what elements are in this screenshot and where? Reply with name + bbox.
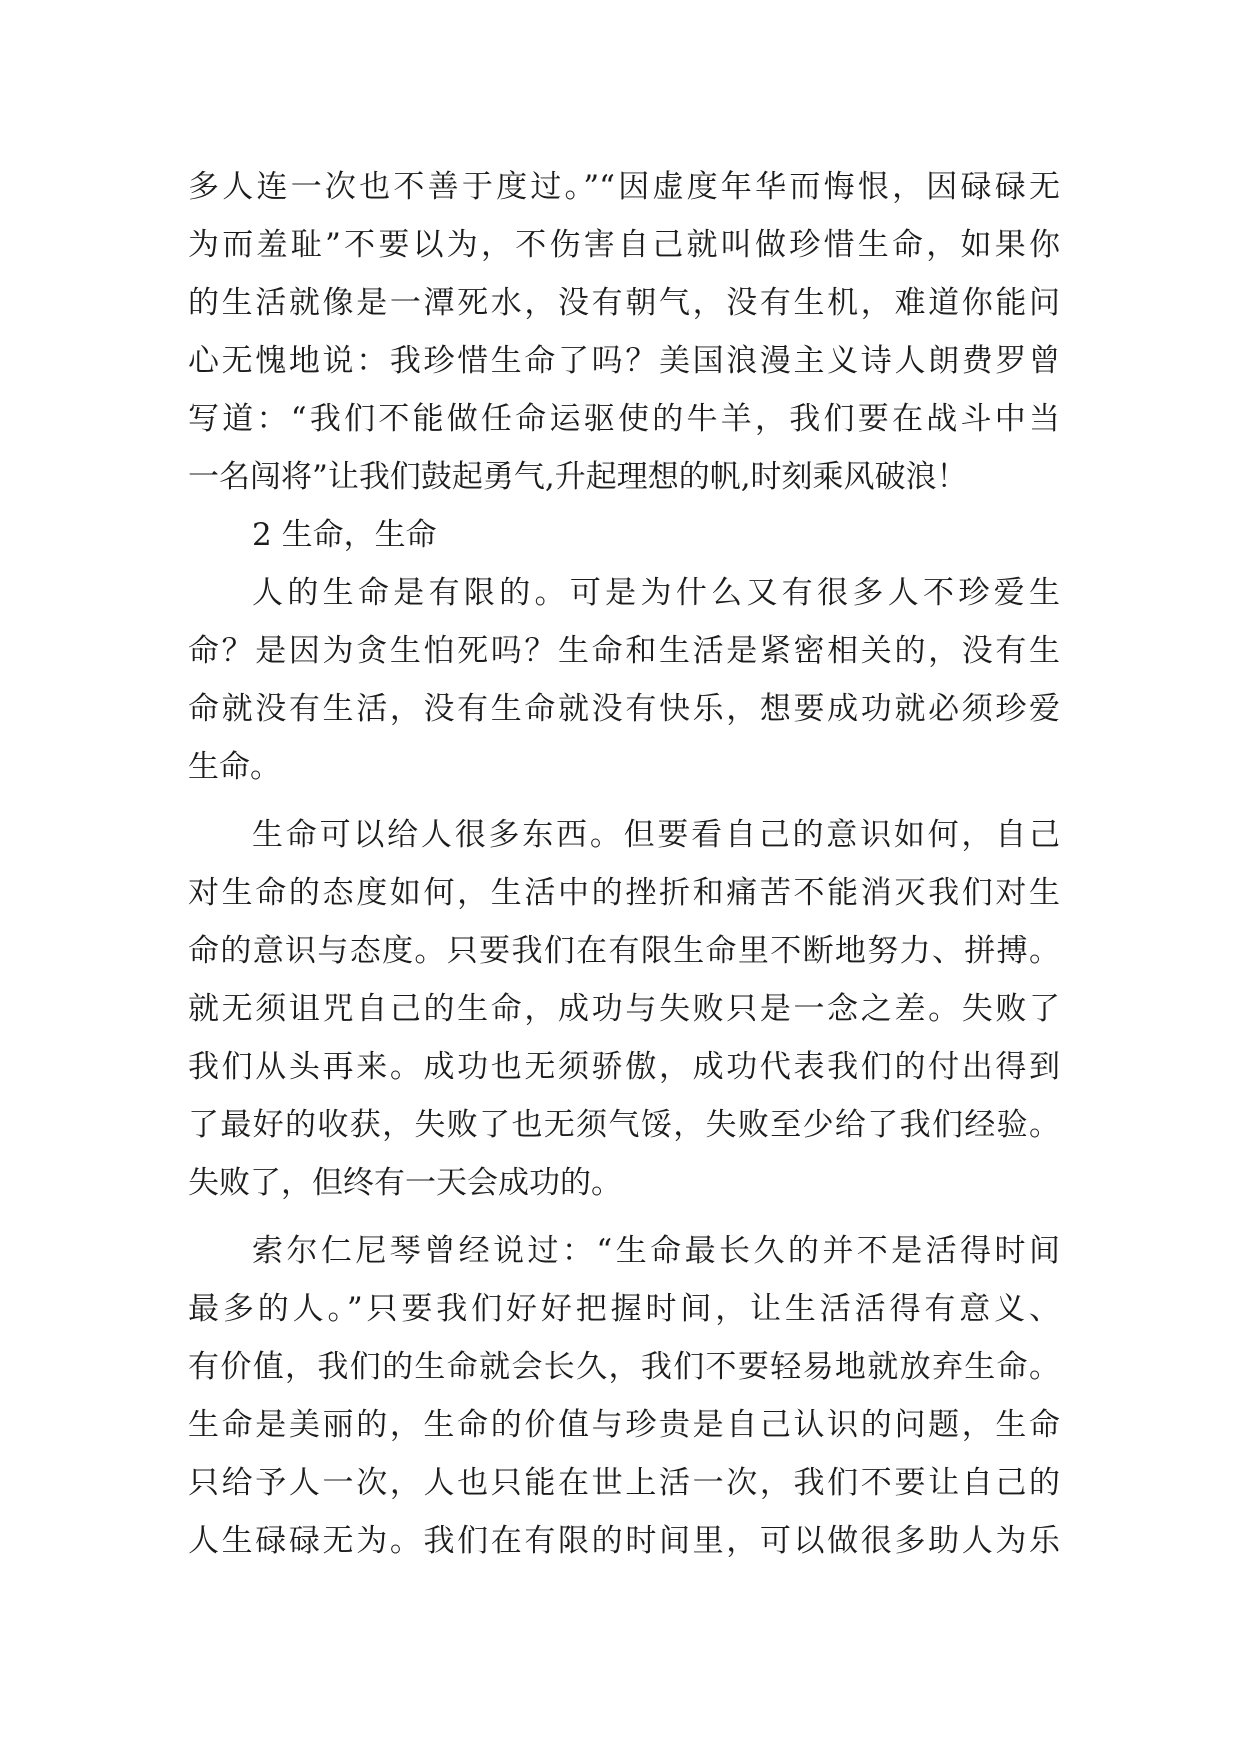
paragraph-2 [188,564,1060,796]
paragraph-4 [188,1222,1060,1570]
text-line: 为而羞耻”不要以为，不伤害自己就叫做珍惜生命，如果你 [188,227,1060,263]
text-line: 的生活就像是一潭死水，没有朝气，没有生机，难道你能问 [188,285,1060,321]
text-line: 有价值，我们的生命就会长久，我们不要轻易地就放弃生命。 [188,1349,1060,1385]
text-line: 多人连一次也不善于度过。”“因虚度年华而悔恨，因碌碌无 [188,169,1060,205]
text-line: 一名闯将”让我们鼓起勇气,升起理想的帆,时刻乘风破浪！ [188,459,968,495]
text-line: 了最好的收获，失败了也无须气馁，失败至少给了我们经验。 [188,1107,1060,1143]
text-line: 命就没有生活，没有生命就没有快乐，想要成功就必须珍爱 [188,691,1060,727]
text-line: 心无愧地说：我珍惜生命了吗？美国浪漫主义诗人朗费罗曾 [188,343,1060,379]
text-line: 失败了，但终有一天会成功的。 [188,1165,622,1201]
text-line: 只给予人一次，人也只能在世上活一次，我们不要让自己的 [188,1465,1060,1501]
text-line: 人生碌碌无为。我们在有限的时间里，可以做很多助人为乐 [188,1523,1060,1559]
paragraph-spacer [188,796,1060,806]
text-line: 生命。 [188,749,281,785]
text-line: 生命可以给人很多东西。但要看自己的意识如何，自己 [252,817,1060,853]
text-line: 索尔仁尼琴曾经说过：“生命最长久的并不是活得时间 [252,1233,1060,1269]
text-line: 生命是美丽的，生命的价值与珍贵是自己认识的问题，生命 [188,1407,1060,1443]
paragraph-1 [188,158,1060,506]
section-heading: 2 生命，生命 [252,517,437,553]
text-line: 对生命的态度如何，生活中的挫折和痛苦不能消灭我们对生 [188,875,1060,911]
text-line: 写道：“我们不能做任命运驱使的牛羊，我们要在战斗中当 [188,401,1060,437]
text-line: 命的意识与态度。只要我们在有限生命里不断地努力、拼搏。 [188,933,1060,969]
text-line: 我们从头再来。成功也无须骄傲，成功代表我们的付出得到 [188,1049,1060,1085]
document-body [188,158,1060,1570]
text-line: 就无须诅咒自己的生命，成功与失败只是一念之差。失败了 [188,991,1060,1027]
paragraph-spacer [188,1212,1060,1222]
text-line: 人的生命是有限的。可是为什么又有很多人不珍爱生 [252,575,1060,611]
paragraph-3 [188,806,1060,1212]
text-line: 最多的人。”只要我们好好把握时间，让生活活得有意义、 [188,1291,1060,1327]
text-line: 命？是因为贪生怕死吗？生命和生活是紧密相关的，没有生 [188,633,1060,669]
